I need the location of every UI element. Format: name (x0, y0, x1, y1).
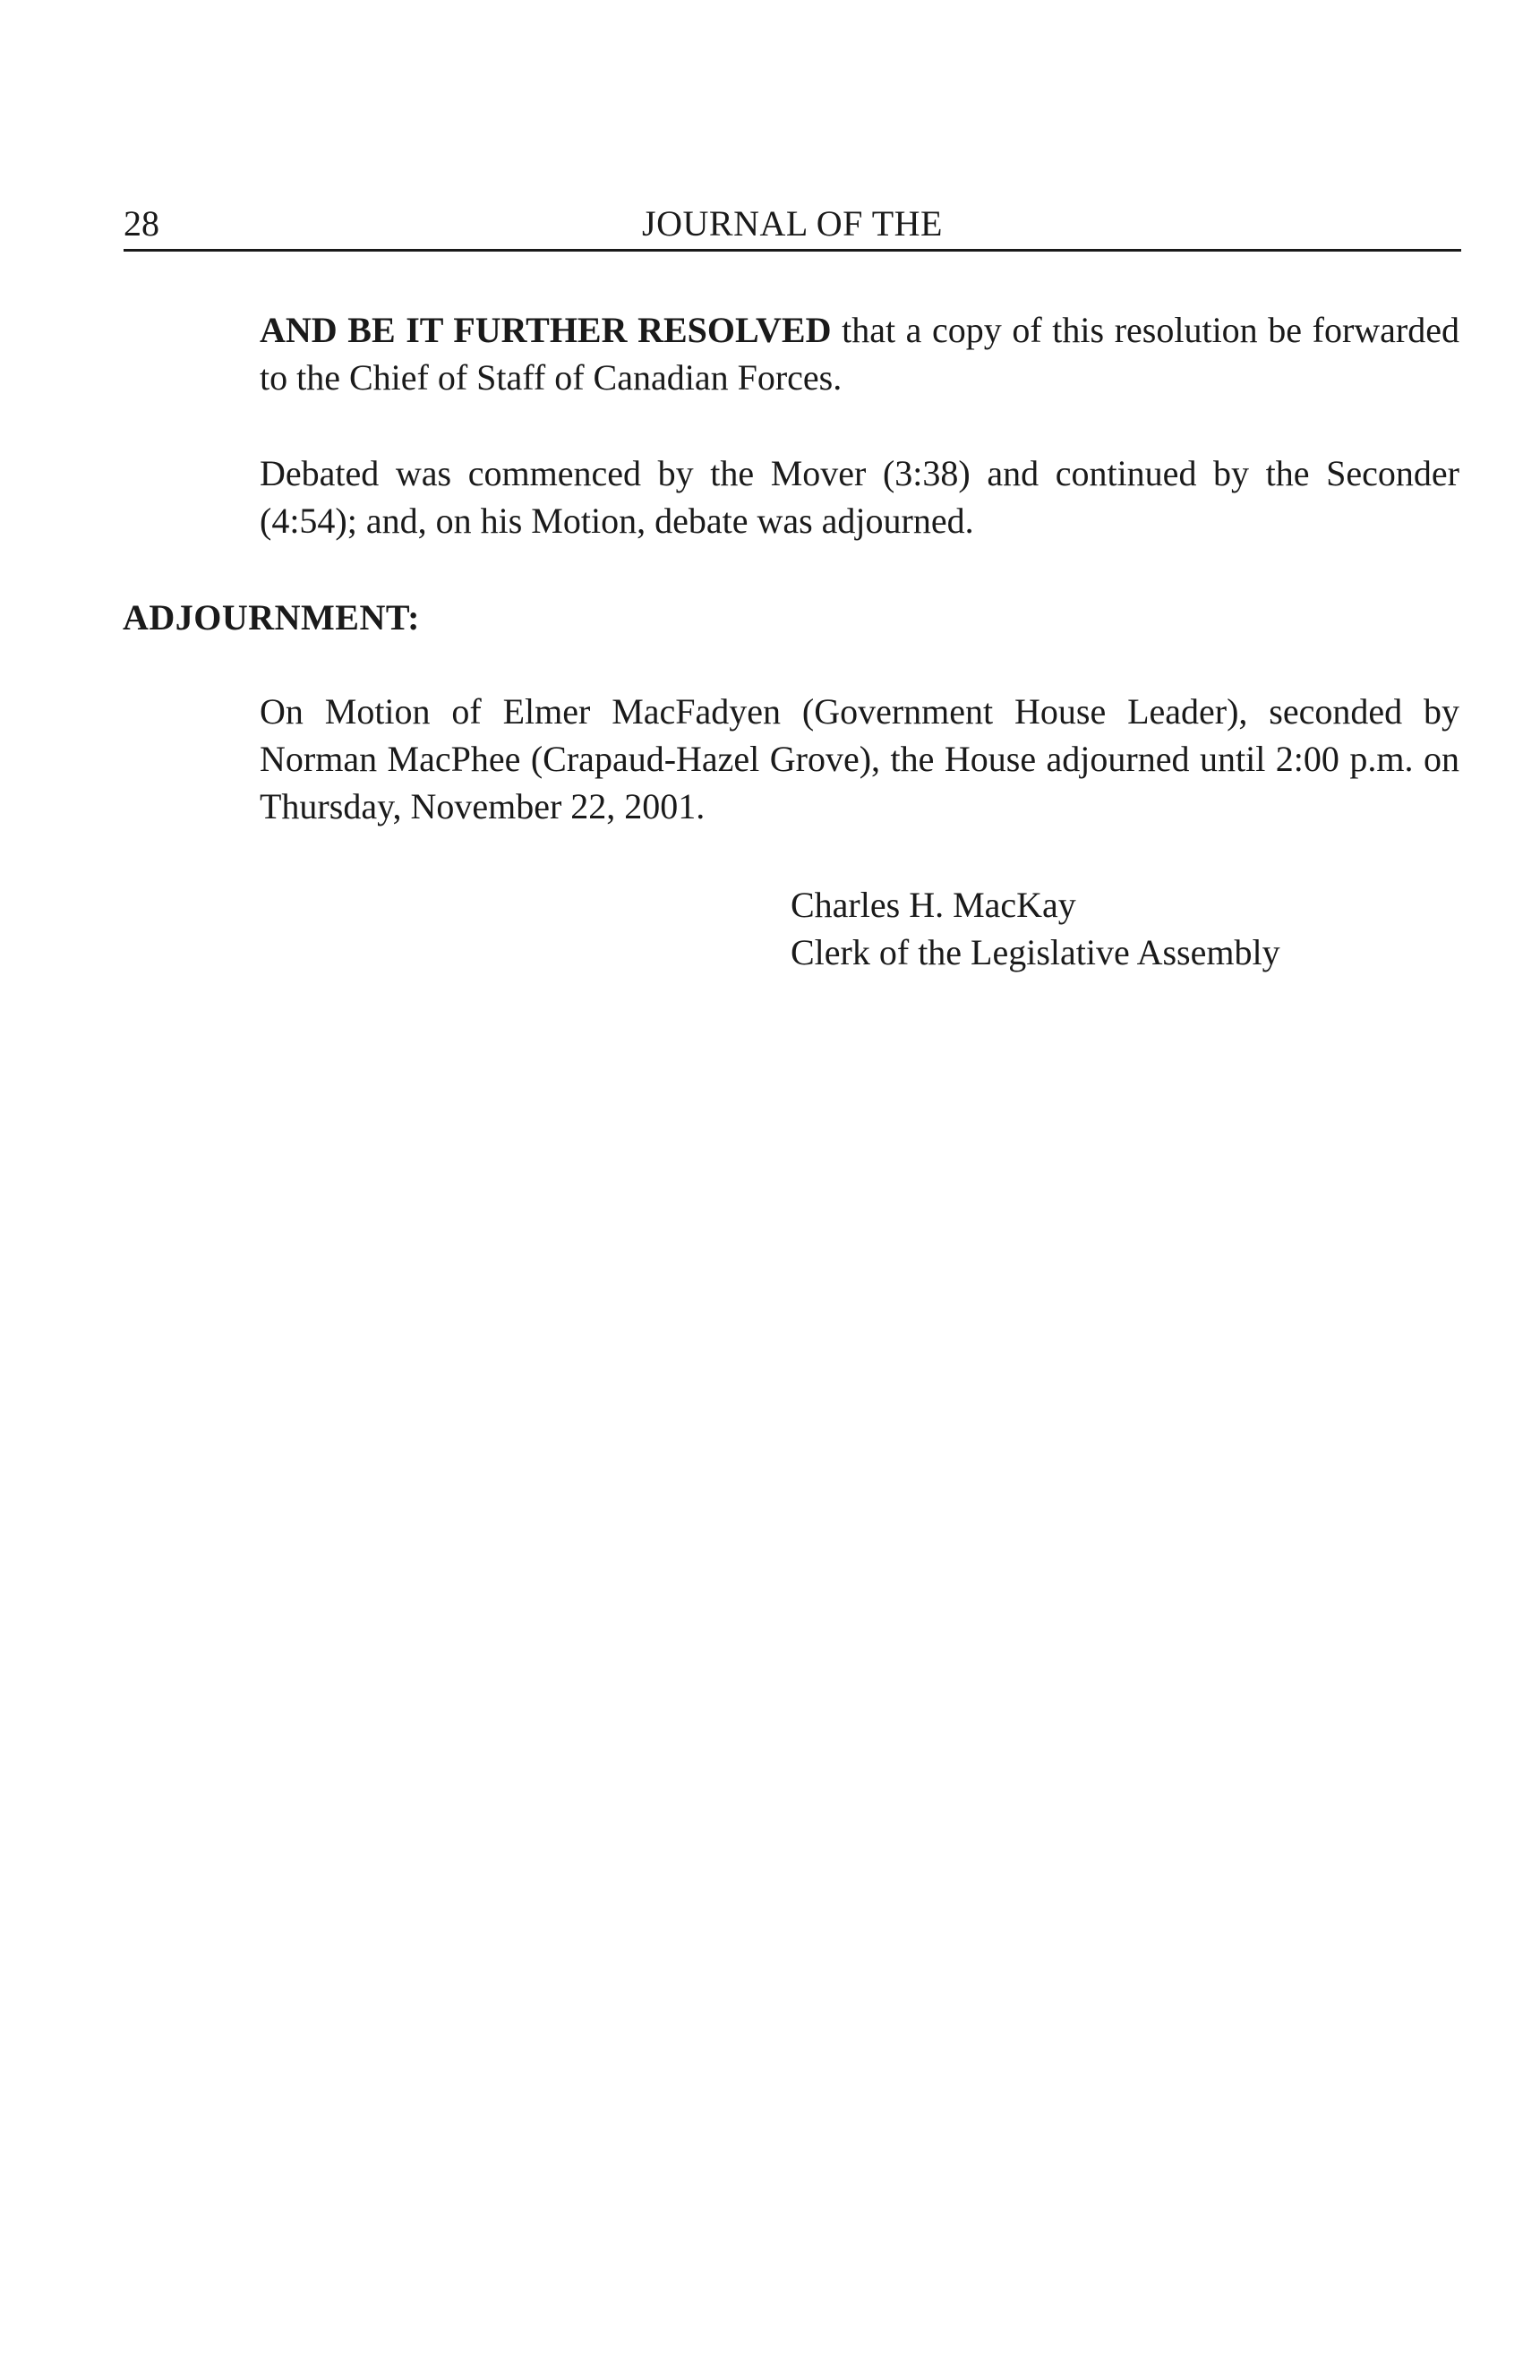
page-header (124, 199, 1461, 252)
adjournment-heading: ADJOURNMENT: (123, 597, 420, 638)
debate-paragraph: Debated was commenced by the Mover (3:38) and continued by the Seconder (4:54); and, on his Motion, debate was adjourned. (260, 453, 1459, 541)
adjournment-paragraph: On Motion of Elmer MacFadyen (Government House Leader), seconded by Norman MacPhee (Crapaud-Hazel Grove), the House adjourned until 2:00 p.m. on Thursday, November 22, 2001. (260, 691, 1459, 826)
signatory-title: Clerk of the Legislative Assembly (791, 932, 1280, 972)
resolution-text: that a copy of this resolution be forwarded to the Chief of Staff of Canadian Forces. (260, 310, 1459, 398)
resolution-paragraph (260, 306, 1459, 401)
page-number: 28 (124, 203, 159, 244)
signature-block (791, 881, 1280, 976)
running-title: JOURNAL OF THE (642, 203, 943, 244)
signatory-name: Charles H. MacKay (791, 885, 1076, 925)
resolution-lead: AND BE IT FURTHER RESOLVED (260, 310, 832, 350)
